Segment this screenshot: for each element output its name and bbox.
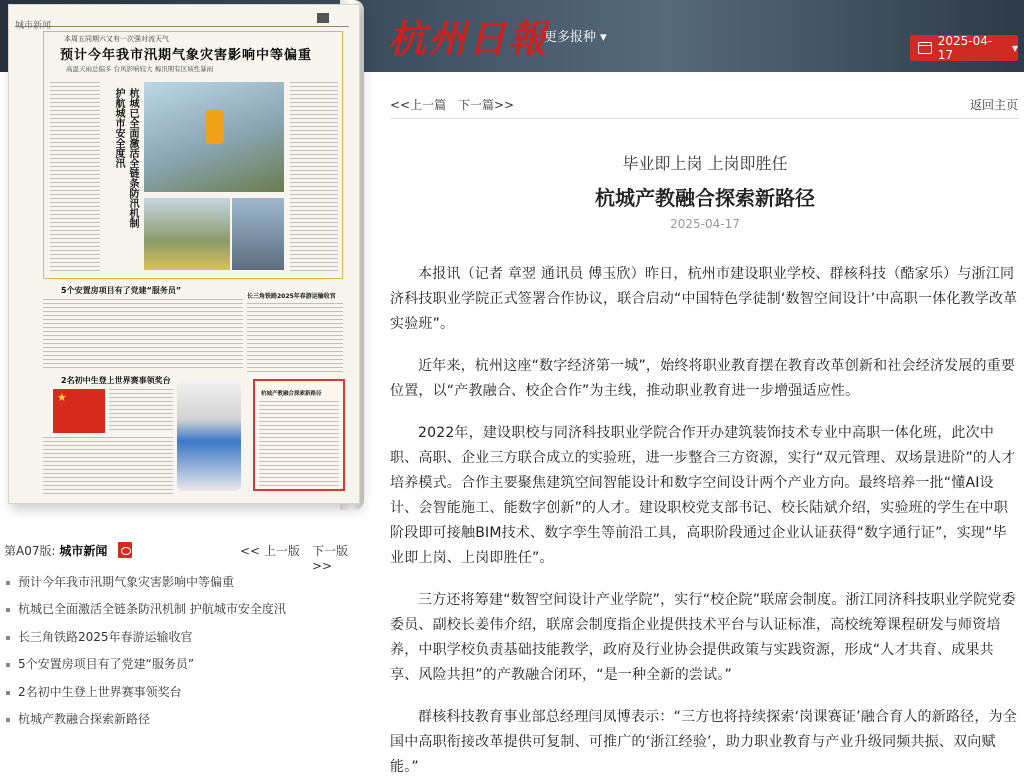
lead-subheadline: 高温天雨总偏多 台风影响较大 梅汛期有区域性暴雨 — [66, 65, 214, 73]
text-column — [43, 437, 173, 497]
article-paragraph: 2022年，建设职校与同济科技职业学院合作开办建筑装饰技术专业中高职一体化班，此次中职、高职、企业三方联合成立的实验班，进一步整合三方资源，实行“双元管理、双场景进阶”的人才培养模式。合作主要聚焦建筑空间智能设计和数字空间设计两个产业方向。最终培养一批“懂AI设计、会智能施工、能数字创新”的人才。建设职校党支部书记、校长陆斌介绍，实验班的学生在中职阶段即可接触BIM技术、数字孪生等前沿工具，高职阶段通过企业认证获得“数字通行证”，实现“毕业即上岗、上岗即胜任”。 — [390, 425, 1016, 566]
vertical-headline: 护航城市安全度汛 — [113, 88, 124, 168]
text-column — [247, 303, 343, 373]
home-link[interactable]: 返回主页 — [969, 98, 1018, 112]
more-papers-dropdown[interactable] — [544, 26, 607, 45]
pdf-icon[interactable] — [118, 542, 132, 558]
current-date: 2025-04-17 — [937, 34, 993, 62]
text-column — [50, 82, 100, 272]
article-list-item[interactable]: 杭城产教融合探索新路径 — [4, 709, 364, 736]
highlight-title: 杭城产教融合探索新路径 — [261, 391, 322, 397]
newspaper-page-preview — [0, 0, 368, 530]
lead-headline: 预计今年我市汛期气象灾害影响中等偏重 — [60, 48, 313, 63]
chevron-down-icon: ▾ — [600, 30, 607, 45]
text-column — [43, 299, 243, 371]
article-title: 杭城产教融合探索新路径 — [595, 186, 815, 210]
current-article-highlight[interactable] — [253, 379, 345, 491]
article-list-item[interactable]: 2名初中生登上世界赛事领奖台 — [4, 682, 364, 709]
article-list-item[interactable]: 预计今年我市汛期气象灾害影响中等偏重 — [4, 572, 364, 599]
lead-kicker: 本周五同期六又有一次强对流天气 — [64, 35, 169, 43]
article-body — [390, 262, 1020, 784]
page-label — [4, 542, 107, 559]
street-photo — [232, 198, 284, 270]
article-paragraph: 近年来，杭州这座“数字经济第一城”，始终将职业教育摆在教育改革创新和社会经济发展的重要位置，以“产教融合、校企合作”为主线，推动职业教育进一步增强适应性。 — [390, 358, 1016, 399]
more-papers-label: 更多报种 — [544, 30, 597, 45]
text-column — [109, 389, 173, 433]
paper-header — [15, 13, 349, 31]
flood-prevention-photo — [144, 82, 284, 192]
next-article-link[interactable]: 下一篇>> — [458, 98, 515, 112]
story-headline[interactable]: 长三角铁路2025年春游运输收官 — [247, 293, 336, 300]
page-name: 城市新闻 — [59, 544, 108, 558]
article-paragraph: 本报讯（记者 章翌 通讯员 傅玉欣）昨日，杭州市建设职业学校、群核科技（酷家乐）与浙江同济科技职业学院正式签署合作协议，联合启动“中国特色学徒制‘数智空间设计’中高职一体化教学改革实验班”。 — [390, 266, 1018, 332]
paper-section-name: 城市新闻 — [15, 21, 52, 31]
article-navigation — [390, 94, 1020, 114]
article-pretitle: 毕业即上岗 上岗即胜任 — [622, 154, 788, 173]
story-headline[interactable]: 2名初中生登上世界赛事领奖台 — [61, 376, 171, 385]
article-date: 2025-04-17 — [670, 217, 740, 231]
article-list-item[interactable]: 5个安置房项目有了党建“服务员” — [4, 654, 364, 681]
newspaper-logo[interactable]: 杭州日報 — [388, 16, 549, 61]
article-list-item[interactable]: 长三角铁路2025年春游运输收官 — [4, 627, 364, 654]
vertical-headline: 杭城已全面激活全链条防汛机制 — [127, 88, 138, 228]
paper-page-number — [317, 13, 329, 23]
next-page-link[interactable]: 下一版>> — [312, 544, 349, 573]
prev-page-link[interactable]: << 上一版 — [240, 544, 300, 558]
story-headline[interactable]: 5个安置房项目有了党建“服务员” — [61, 286, 182, 295]
page-number: 第A07版: — [4, 544, 56, 558]
newspaper-page[interactable] — [8, 4, 360, 504]
page-navigation — [4, 540, 364, 573]
article-paragraph: 群核科技教育事业部总经理闫凤博表示：“三方也将持续探索‘岗课赛证’融合育人的新路径，为全国中高职衔接改革提供可复制、可推广的‘浙江经验’，助力职业教育与产业升级同频共振、双向赋能。” — [390, 709, 1017, 775]
emergency-vehicle-photo — [144, 198, 230, 270]
chevron-down-icon: ▾ — [1011, 41, 1018, 55]
athlete-photo — [177, 381, 241, 491]
date-picker-button[interactable] — [910, 35, 1018, 61]
prev-article-link[interactable]: <<上一篇 — [390, 98, 447, 112]
article-paragraph: 三方还将筹建“数智空间设计产业学院”，实行“校企院”联席会制度。浙江同济科技职业学院党委委员、副校长姜伟介绍，联席会制度指企业提供技术平台与认证标准，高校统筹课程研发与师资培养，中职学校负责基础技能教学，政府及行业协会提供政策与实践资源，形成“人才共育、成果共享、风险共担”的产教融合闭环，“是一种全新的尝试。” — [390, 592, 1016, 683]
article-list — [4, 572, 364, 736]
text-column — [290, 82, 338, 272]
divider — [390, 118, 1020, 119]
lead-story-block[interactable] — [43, 31, 343, 279]
text-column — [259, 401, 339, 487]
article-list-item[interactable]: 杭城已全面激活全链条防汛机制 护航城市安全度汛 — [4, 599, 364, 626]
calendar-icon — [918, 42, 932, 54]
award-photo — [53, 389, 105, 433]
